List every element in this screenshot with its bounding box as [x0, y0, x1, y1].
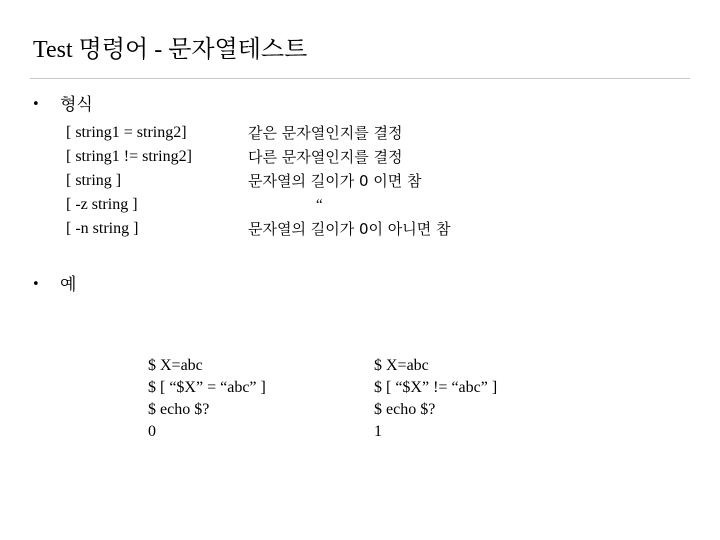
- code-line: $ X=abc: [148, 357, 203, 374]
- code-line: $ X=abc: [374, 357, 429, 374]
- description-line: 같은 문자열인지를 결정: [248, 124, 403, 142]
- format-heading: 형식: [60, 95, 93, 115]
- syntax-line: [ -n string ]: [66, 220, 139, 237]
- ditto-mark: “: [316, 197, 323, 213]
- bullet-icon: •: [32, 277, 40, 292]
- code-line: $ echo $?: [148, 401, 210, 418]
- description-line: 다른 문자열인지를 결정: [248, 148, 403, 166]
- code-line: $ [ “$X” != “abc” ]: [374, 379, 498, 396]
- syntax-line: [ string1 != string2]: [66, 148, 192, 165]
- description-line: 문자열의 길이가 0 이면 참: [248, 172, 422, 190]
- title-divider: [30, 78, 690, 79]
- code-line: $ [ “$X” = “abc” ]: [148, 379, 266, 396]
- code-line: $ echo $?: [374, 401, 436, 418]
- code-line: 1: [374, 423, 382, 440]
- syntax-line: [ -z string ]: [66, 196, 138, 213]
- description-line: 문자열의 길이가 0이 아니면 참: [248, 220, 451, 238]
- example-heading: 예: [60, 275, 77, 295]
- slide-title: Test 명령어 - 문자열테스트: [33, 37, 308, 63]
- syntax-line: [ string ]: [66, 172, 122, 189]
- bullet-icon: •: [32, 97, 40, 112]
- code-line: 0: [148, 423, 156, 440]
- syntax-line: [ string1 = string2]: [66, 124, 187, 141]
